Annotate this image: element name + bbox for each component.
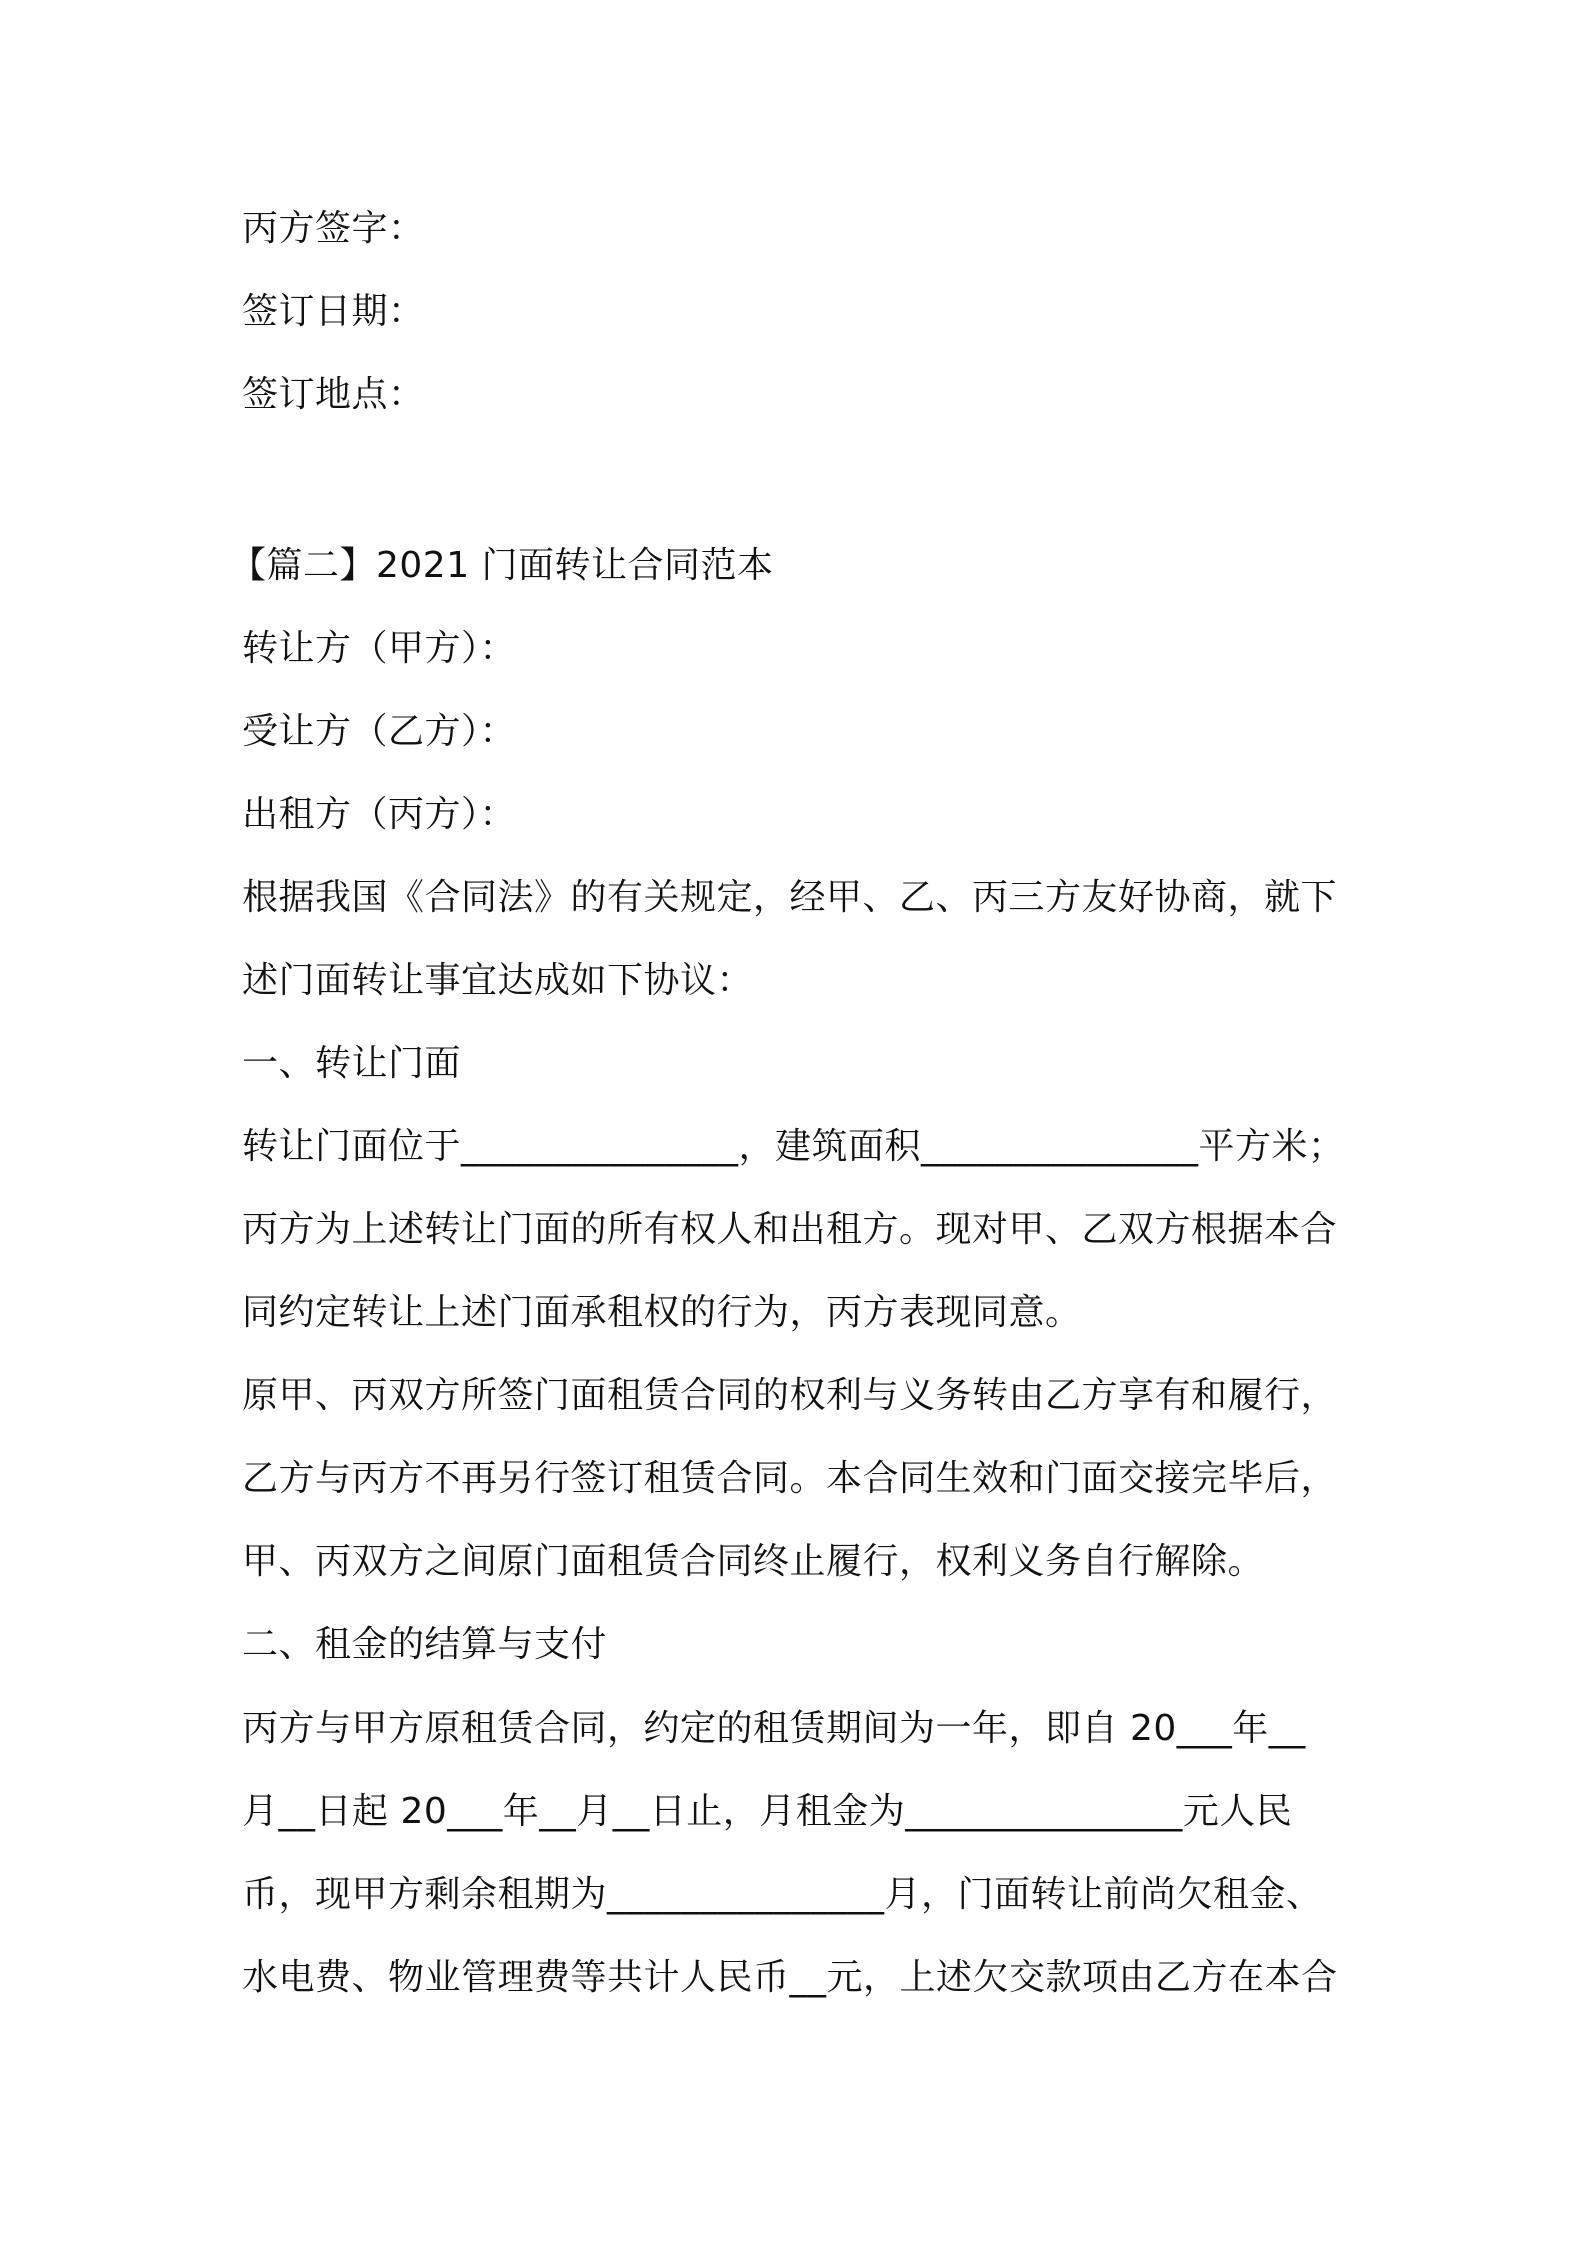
party-c-signature-label: 丙方签字： — [242, 208, 425, 249]
article-2-line: 丙方与甲方原租赁合同，约定的租赁期间为一年，即自 20___年__ — [242, 1708, 1306, 1749]
article-1-line: 丙方为上述转让门面的所有权人和出租方。现对甲、乙双方根据本合 — [242, 1209, 1338, 1250]
section-title: 【篇二】2021 门面转让合同范本 — [230, 545, 774, 586]
transferor-label: 转让方（甲方）： — [242, 628, 517, 669]
signing-place-label: 签订地点： — [242, 374, 425, 415]
article-1-line: 乙方与丙方不再另行签订租赁合同。本合同生效和门面交接完毕后， — [242, 1458, 1338, 1499]
preamble-line: 述门面转让事宜达成如下协议： — [242, 960, 754, 1001]
article-2-line: 币，现甲方剩余租期为_______________月，门面转让前尚欠租金、 — [242, 1874, 1323, 1915]
article-1-line: 转让门面位于_______________，建筑面积_______________平方米； — [242, 1126, 1345, 1167]
signing-date-label: 签订日期： — [242, 291, 425, 332]
article-2-line: 月__日起 20___年__月__日止，月租金为_______________元人民 — [242, 1791, 1293, 1832]
article-1-line: 原甲、丙双方所签门面租赁合同的权利与义务转由乙方享有和履行， — [242, 1375, 1338, 1416]
article-2-line: 水电费、物业管理费等共计人民币__元，上述欠交款项由乙方在本合 — [242, 1957, 1338, 1998]
article-2-heading: 二、租金的结算与支付 — [242, 1624, 608, 1665]
transferee-label: 受让方（乙方）： — [242, 711, 517, 752]
lessor-label: 出租方（丙方）： — [242, 794, 517, 835]
article-1-line: 同约定转让上述门面承租权的行为，丙方表现同意。 — [242, 1292, 1082, 1333]
article-1-heading: 一、转让门面 — [242, 1043, 462, 1084]
preamble-line: 根据我国《合同法》的有关规定，经甲、乙、丙三方友好协商，就下 — [242, 877, 1338, 918]
article-1-line: 甲、丙双方之间原门面租赁合同终止履行，权利义务自行解除。 — [242, 1541, 1265, 1582]
